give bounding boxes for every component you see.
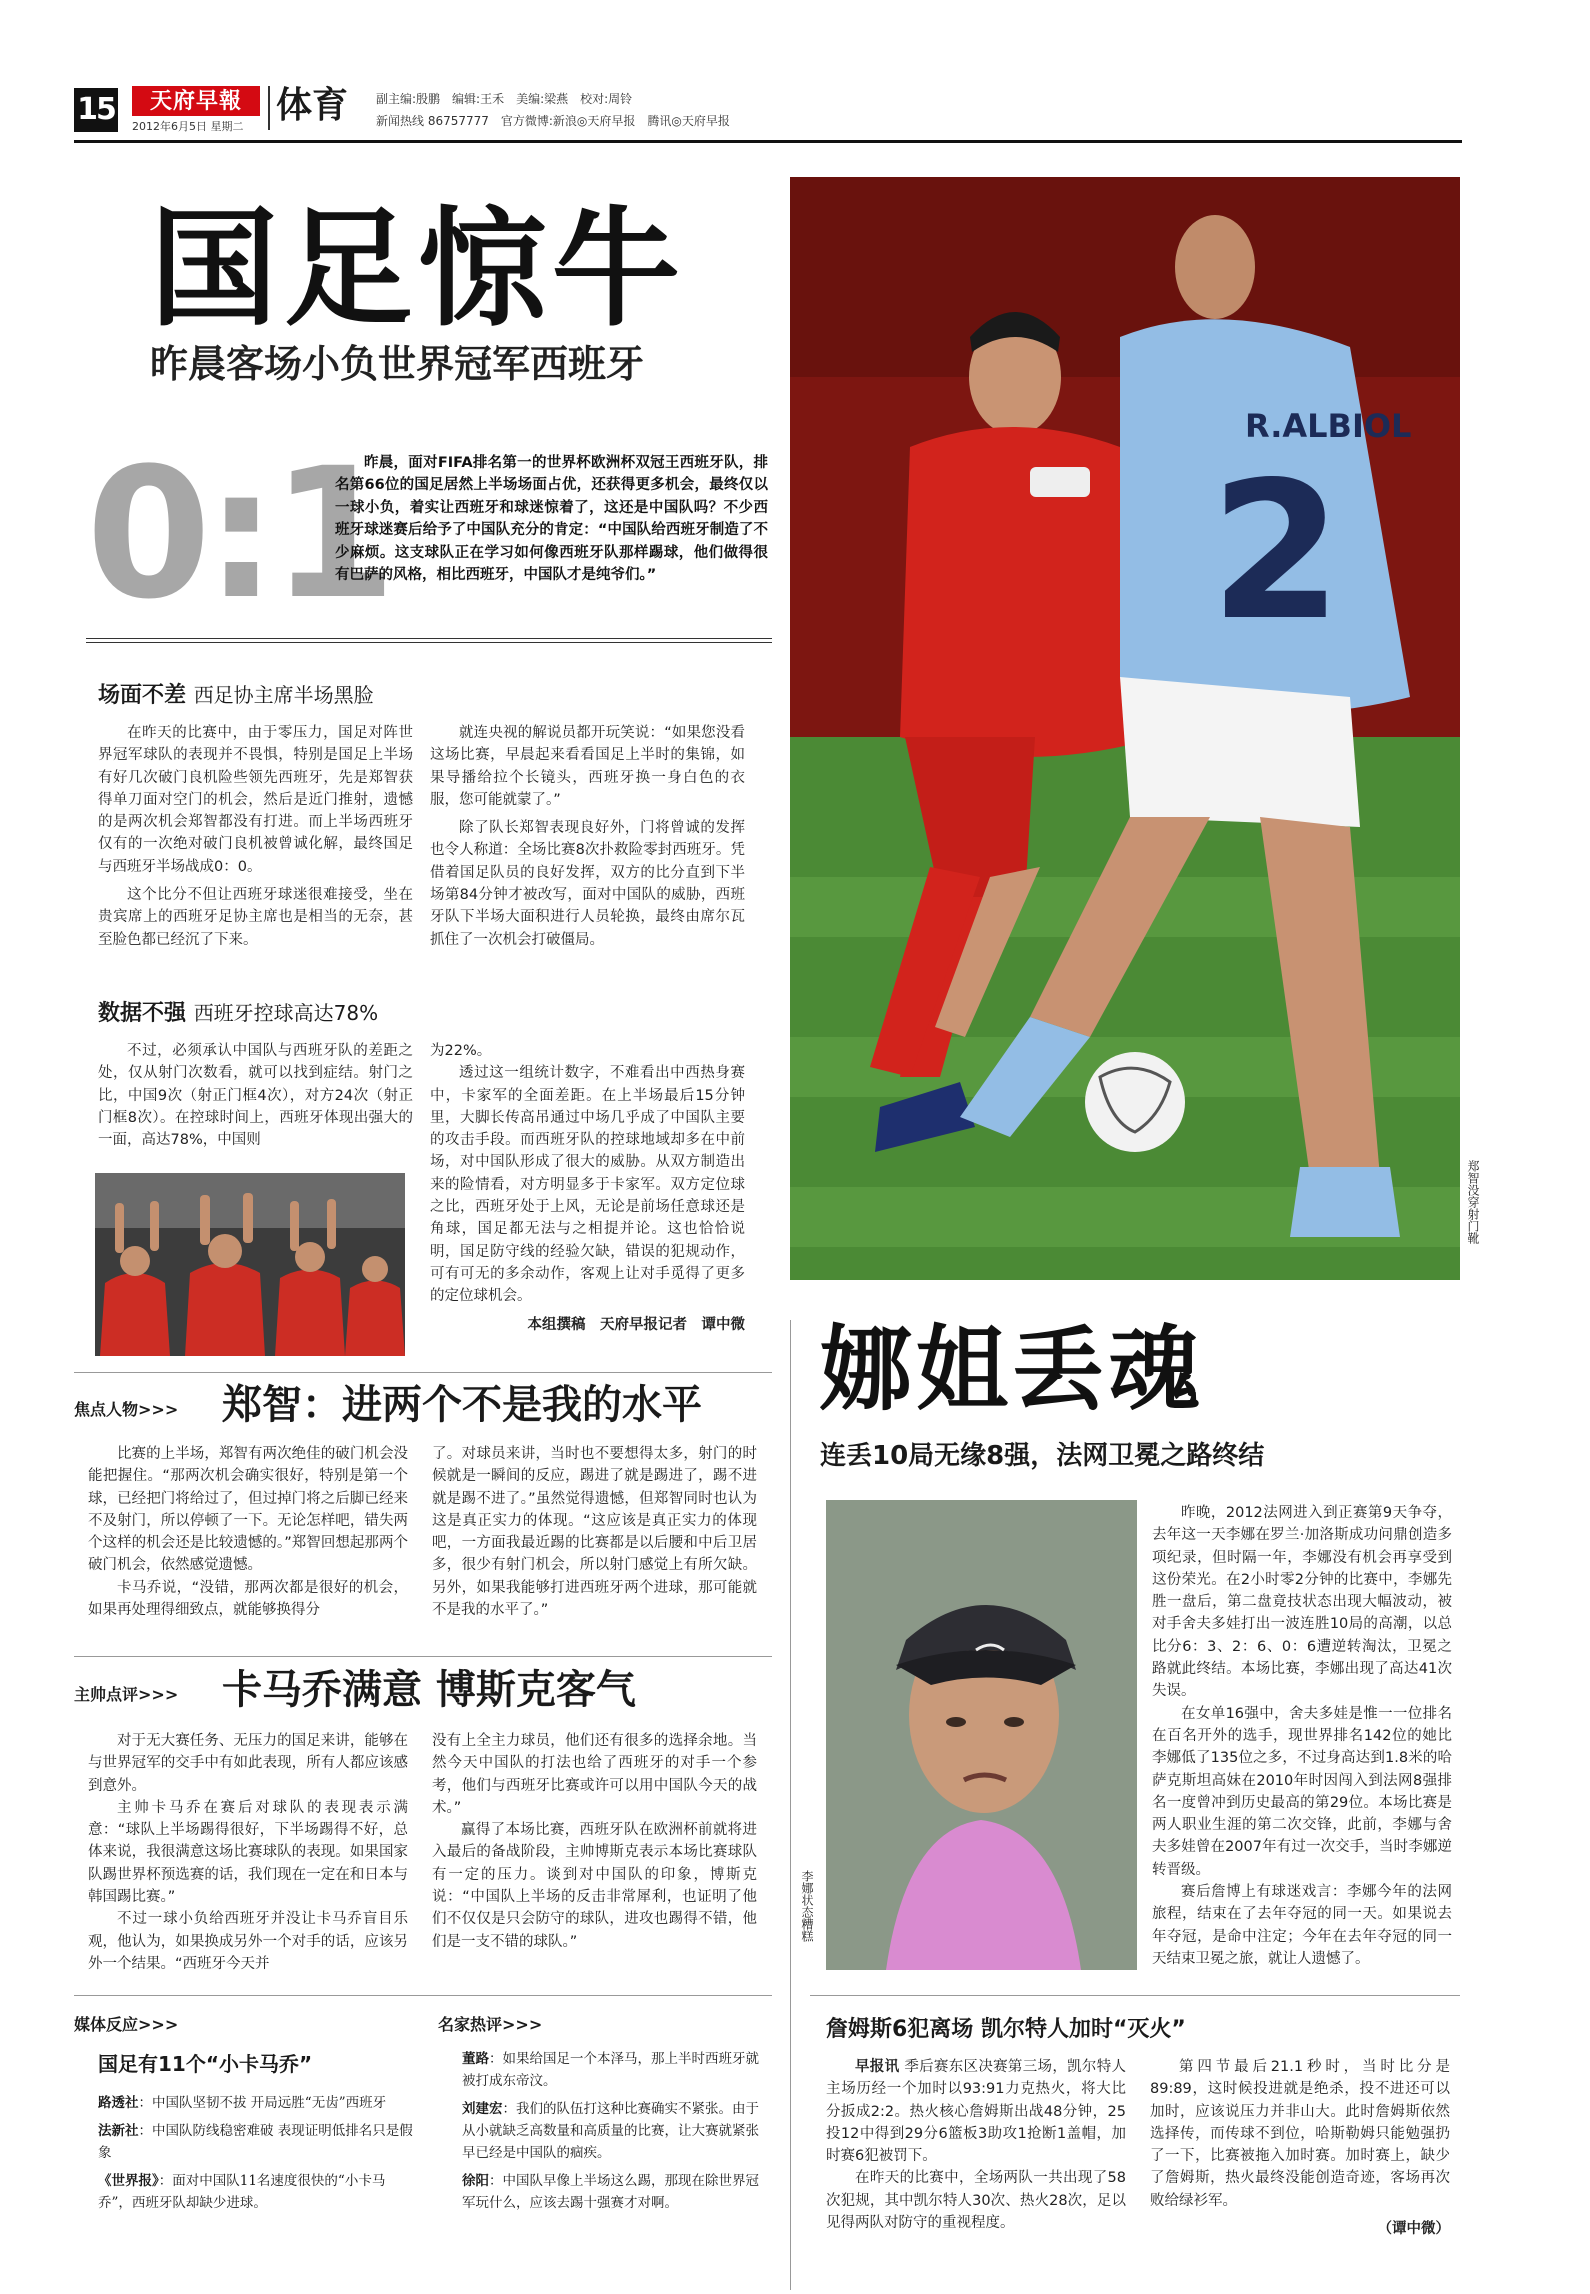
nba-lead-label: 早报讯 xyxy=(855,2059,900,2075)
nba-byline: （谭中微） xyxy=(1377,2221,1450,2238)
section-title: 体育 xyxy=(276,85,349,126)
expert-quote: 我们的队伍打这种比赛确实不紧张。由于从小就缺乏高数量和高质量的比赛，让大赛就紧张早已经是中国队的痼疾。 xyxy=(462,2101,759,2161)
feature2-column-1 xyxy=(88,1730,408,1975)
nba-col2-para: 第四节最后21.1秒时，当时比分是89:89，这时候投进就是绝杀，投不进还可以加时，应该说压力并非山大。此时詹姆斯依然选择传，而传球不到位，哈斯勒姆只能勉强扔了一下，比赛被拖入加时赛。加时赛上，缺少了詹姆斯，热火最终没能创造奇迹，客场再次败给绿衫军。 xyxy=(1150,2059,1450,2209)
feature2-tag: 主帅点评>>> xyxy=(74,1685,179,1704)
players-applauding-illustration xyxy=(95,1173,405,1356)
feature1-tag: 焦点人物>>> xyxy=(74,1400,179,1419)
rule xyxy=(74,1372,772,1373)
section2-subhead: 西班牙控球高达78% xyxy=(193,1001,379,1025)
media-quote: 面对中国队11名速度很快的“小卡马乔”，西班牙队却缺少进球。 xyxy=(98,2173,386,2211)
experts-list xyxy=(462,2048,762,2220)
section1-col2-para: 就连央视的解说员都开玩笑说：“如果您没看这场比赛，早晨起来看看国足上半时的集锦，如果导播给拉个长镜头，西班牙换一身白色的衣服，您可能就蒙了。” xyxy=(430,725,745,808)
rule xyxy=(74,1995,772,1996)
feature2-col2-para: 赢得了本场比赛，西班牙队在欧洲杯前就将进入最后的备战阶段，主帅博斯克表示本场比赛球队有一定的压力。谈到对中国队的印象，博斯克说：“中国队上半场的反击非常犀利，也证明了他们不仅仅是只会防守的球队，进攻也踢得不错，他们是一支不错的球队。” xyxy=(432,1822,757,1950)
svg-text:2: 2 xyxy=(1210,441,1343,662)
expert-item: 徐阳：中国队早像上半场这么踢，那现在除世界冠军玩什么，应该去踢十强赛才对啊。 xyxy=(462,2173,759,2211)
feature1-headline: 郑智：进两个不是我的水平 xyxy=(222,1382,702,1428)
section2-col2-first: 为22%。 xyxy=(430,1043,492,1059)
section2-head: 数据不强 xyxy=(98,1001,187,1026)
expert-item: 刘建宏：我们的队伍打这种比赛确实不紧张。由于从小就缺乏高数量和高质量的比赛，让大赛就紧张早已经是中国队的痼疾。 xyxy=(462,2101,759,2161)
main-photo-caption: 郑智没穿射门靴 xyxy=(1466,1160,1480,1244)
credits xyxy=(376,88,836,132)
section2-col2-para: 透过这一组统计数字，不难看出中西热身赛中，卡家军的全面差距。在上半场最后15分钟里，大脚长传高吊通过中场几乎成了中国队主要的攻击手段。而西班牙队的控球地域却多在中前场，对中国队形成了很大的威胁。从双方制造出来的险情看，对方明显多于卡家军。双方定位球之比，西班牙处于上风，无论是前场任意球还是角球，国足都无法与之相提并论。这也恰恰说明，国足防守线的经验欠缺，错误的犯规动作，可有可无的多余动作，客观上让对手觅得了更多的定位球机会。 xyxy=(430,1065,745,1305)
nba-column-1 xyxy=(826,2056,1126,2234)
feature2-column-2 xyxy=(432,1730,757,1953)
masthead-logo: 天府早報 xyxy=(132,86,260,116)
media-quote: 中国队防线稳密难破 表现证明低排名只是假象 xyxy=(98,2123,413,2161)
section1-head: 场面不差 xyxy=(98,683,187,708)
team-photo xyxy=(95,1173,405,1356)
section1-subhead: 西足协主席半场黑脸 xyxy=(193,683,374,707)
na-article xyxy=(1152,1502,1452,1970)
section1-column-1 xyxy=(98,722,413,951)
media-source: 《世界报》 xyxy=(98,2173,159,2189)
media-item: 法新社：中国队防线稳密难破 表现证明低排名只是假象 xyxy=(98,2123,413,2161)
section2-col1-para: 不过，必须承认中国队与西班牙队的差距之处，仅从射门次数看，就可以找到症结。射门之比，中国9次（射正门框4次），对方24次（射正门框8次）。在控球时间上，西班牙体现出强大的一面，高达78%，中国则 xyxy=(98,1043,413,1149)
feature2-col1-para: 不过一球小负给西班牙并没让卡马乔盲目乐观，他认为，如果换成另外一个对手的话，应该另外一个结果。“西班牙今天并 xyxy=(88,1911,408,1972)
feature1-column-1 xyxy=(88,1443,408,1621)
nba-headline: 詹姆斯6犯离场 凯尔特人加时“灭火” xyxy=(826,2017,1186,2042)
dateline: 2012年6月5日 星期二 xyxy=(132,120,244,133)
na-para: 赛后詹博上有球迷戏言：李娜今年的法网旅程，结束在了去年夺冠的同一天。如果说去年夺冠，是命中注定；今年在去年夺冠的同一天结束卫冕之旅，就让人遗憾了。 xyxy=(1152,1884,1452,1967)
feature2-col1-para: 对于无大赛任务、无压力的国足来讲，能够在与世界冠军的交手中有如此表现，所有人都应该感到意外。 xyxy=(88,1733,408,1794)
section2-byline: 本组撰稿 天府早报记者 谭中微 xyxy=(527,1316,745,1333)
lead-intro xyxy=(335,452,768,586)
feature2-col2-para: 没有上全主力球员，他们还有很多的选择余地。当然今天中国队的打法也给了西班牙的对手一个参考，他们与西班牙比赛或许可以用中国队今天的战术。” xyxy=(432,1733,757,1816)
na-headline: 娜姐丢魂 xyxy=(820,1316,1205,1423)
expert-quote: 如果给国足一个本泽马，那上半时西班牙就被打成东帝汶。 xyxy=(462,2051,759,2089)
nba-col1-para: 在昨天的比赛中，全场两队一共出现了58次犯规，其中凯尔特人30次、热火28次，足以见得两队对防守的重视程度。 xyxy=(826,2170,1126,2232)
header-divider xyxy=(268,86,270,130)
credits-line-1: 副主编:殷鹏 编辑:王禾 美编:梁燕 校对:周铃 xyxy=(376,92,633,106)
media-source: 法新社 xyxy=(98,2123,139,2139)
media-headline: 国足有11个“小卡马乔” xyxy=(98,2052,313,2076)
media-list xyxy=(98,2092,418,2220)
section1-col1-para: 在昨天的比赛中，由于零压力，国足对阵世界冠军球队的表现并不畏惧，特别是国足上半场有好几次破门良机险些领先西班牙，先是郑智获得单刀面对空门的机会，然后是近门推射，遗憾的是两次机会郑智都没有打进。而上半场西班牙仅有的一次绝对破门良机被曾诚化解，最终国足与西班牙半场战成0：0。 xyxy=(98,725,413,875)
media-source: 路透社 xyxy=(98,2095,139,2111)
main-subheadline: 昨晨客场小负世界冠军西班牙 xyxy=(150,342,645,386)
section1-col2-para: 除了队长郑智表现良好外，门将曾诚的发挥也令人称道：全场比赛8次扑救险零封西班牙。凭借着国足队员的良好发挥，双方的比分直到下半场第84分钟才被改写，面对中国队的威胁，西班牙队下半场大面积进行人员轮换，最终由席尔瓦抓住了一次机会打破僵局。 xyxy=(430,820,745,948)
svg-text:R.ALBIOL: R.ALBIOL xyxy=(1245,407,1412,445)
feature2-col1-para: 主帅卡马乔在赛后对球队的表现表示满意：“球队上半场踢得很好，下半场踢得不好，总体来说，我很满意这场比赛球队的表现。如果国家队踢世界杯预选赛的话，我们现在一定在和日本与韩国踢比赛。” xyxy=(88,1799,408,1906)
feature1-col1-para: 卡马乔说，“没错，那两次都是很好的机会，如果再处理得细致点，就能够换得分 xyxy=(88,1579,408,1619)
section1-col1-para: 这个比分不但让西班牙球迷很难接受，坐在贵宾席上的西班牙足协主席也是相当的无奈，甚至脸色都已经沉了下来。 xyxy=(98,887,413,948)
feature1-column-2 xyxy=(432,1443,757,1621)
expert-name: 徐阳 xyxy=(462,2173,489,2189)
column-divider xyxy=(790,1320,791,2290)
na-photo-caption: 李娜状态糟糕 xyxy=(800,1870,814,1942)
main-photo xyxy=(790,177,1460,1280)
nba-column-2 xyxy=(1150,2056,1450,2240)
expert-quote: 中国队早像上半场这么踢，那现在除世界冠军玩什么，应该去踢十强赛才对啊。 xyxy=(462,2173,759,2211)
experts-tag: 名家热评>>> xyxy=(438,2015,543,2034)
media-item: 《世界报》：面对中国队11名速度很快的“小卡马乔”，西班牙队却缺少进球。 xyxy=(98,2173,386,2211)
na-para: 昨晚，2012法网进入到正赛第9天争夺，去年这一天李娜在罗兰·加洛斯成功问鼎创造多项纪录，但时隔一年，李娜没有机会再享受到这份荣光。在2小时零2分钟的比赛中，李娜先胜一盘后，第二盘竟技状态出现大幅波动，被对手舍夫多娃打出一波连胜10局的高潮，以总比分6：3、2：6、0：6遭逆转淘汰，卫冕之路就此终结。本场比赛，李娜出现了高达41次失误。 xyxy=(1152,1505,1452,1700)
credits-line-2: 新闻热线 86757777 官方微博:新浪◎天府早报 腾讯◎天府早报 xyxy=(376,114,730,128)
top-rule xyxy=(74,140,1462,143)
lead-intro-text: 昨晨，面对FIFA排名第一的世界杯欧洲杯双冠王西班牙队，排名第66位的国足居然上半场场面占优，还获得更多机会，最终仅以一球小负，着实让西班牙和球迷惊着了，这还是中国队吗？不少西班牙球迷赛后给予了中国队充分的肯定：“中国队给西班牙制造了不少麻烦。这支球队正在学习如何像西班牙队那样踢球，他们做得很有巴萨的风格，相比西班牙，中国队才是纯爷们。” xyxy=(335,455,768,584)
feature1-col1-para: 比赛的上半场，郑智有两次绝佳的破门机会没能把握住。“那两次机会确实很好，特别是第一个球，已经把门将给过了，但过掉门将之后脚已经来不及射门，所以停顿了一下。无论怎样吧，错失两个这样的机会还是比较遗憾的。”郑智回想起那两个破门机会，依然感觉遗憾。 xyxy=(88,1446,408,1574)
tennis-player-illustration xyxy=(826,1500,1137,1970)
section1-column-2 xyxy=(430,722,745,951)
media-quote: 中国队坚韧不拔 开局远胜“无齿”西班牙 xyxy=(152,2095,387,2111)
rule xyxy=(810,1995,1460,1996)
li-na-photo xyxy=(826,1500,1137,1970)
feature2-headline: 卡马乔满意 博斯克客气 xyxy=(222,1667,636,1713)
section2-column-1 xyxy=(98,1040,413,1151)
nba-col1-para xyxy=(826,2056,1126,2167)
media-tag: 媒体反应>>> xyxy=(74,2015,179,2034)
media-item: 路透社：中国队坚韧不拔 开局远胜“无齿”西班牙 xyxy=(98,2095,387,2111)
na-subheadline: 连丢10局无缘8强，法网卫冕之路终结 xyxy=(820,1441,1265,1471)
nba-col1-text: 季后赛东区决赛第三场，凯尔特人主场历经一个加时以93:91力克热火，将大比分扳成2:2。热火核心詹姆斯出战48分钟，25投12中得到29分6篮板3助攻1抢断1盖帽，加时赛6犯被罚下。 xyxy=(826,2059,1127,2165)
section2-column-2 xyxy=(430,1040,745,1336)
expert-name: 董路 xyxy=(462,2051,489,2067)
expert-item: 董路：如果给国足一个本泽马，那上半时西班牙就被打成东帝汶。 xyxy=(462,2051,759,2089)
score-display: 0:1 xyxy=(86,430,391,639)
section2-heading xyxy=(98,998,378,1029)
feature1-col2-para: 了。对球员来讲，当时也不要想得太多，射门的时候就是一瞬间的反应，踢进了就是踢进了，踢不进就是踢不进了。”虽然觉得遗憾，但郑智同时也认为这是真正实力的体现。“这应该是真正实力的体现吧，一方面我最近踢的比赛都是以后腰和中后卫居多，很少有射门机会，所以射门感觉上有所欠缺。另外，如果我能够打进西班牙两个进球，那可能就不是我的水平了。” xyxy=(432,1446,757,1619)
section1-heading xyxy=(98,680,374,711)
page-number: 15 xyxy=(74,88,118,132)
rule xyxy=(74,1656,772,1657)
lead-double-rule xyxy=(86,638,772,643)
expert-name: 刘建宏 xyxy=(462,2101,503,2117)
main-headline: 国足惊牛 xyxy=(150,195,687,344)
na-para: 在女单16强中，舍夫多娃是惟一一位排名在百名开外的选手，现世界排名142位的她比李娜低了135位之多，不过身高达到1.8米的哈萨克斯坦高妹在2010年时因闯入到法网8强排名一度曾冲到历史最高的第29位。本场比赛是两人职业生涯的第二次交锋，此前，李娜与舍夫多娃曾在2007年有过一次交手，当时李娜逆转晋级。 xyxy=(1152,1705,1452,1878)
football-players-illustration xyxy=(790,177,1460,1280)
